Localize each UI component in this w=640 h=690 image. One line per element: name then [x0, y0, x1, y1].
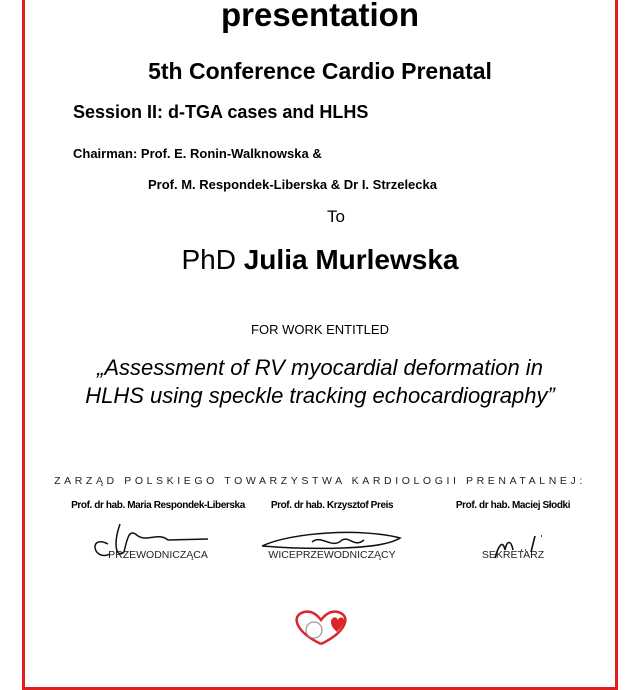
signature-icon — [413, 514, 613, 559]
chairman-line-1: Chairman: Prof. E. Ronin-Walknowska & — [73, 146, 322, 161]
work-title-line-1: „Assessment of RV myocardial deformation in — [97, 355, 543, 380]
society-logo-icon — [286, 608, 356, 648]
signatory-secretary — [413, 500, 613, 561]
recipient-name: Julia Murlewska — [243, 244, 459, 275]
signatory-chair — [58, 500, 258, 561]
signatory-vice-chair — [232, 500, 432, 561]
signature-icon — [58, 514, 258, 559]
recipient — [0, 244, 640, 276]
certificate-title: presentation — [220, 0, 420, 33]
to-label: To — [327, 207, 345, 226]
conference-name: 5th Conference Cardio Prenatal — [148, 58, 492, 84]
signatory-name: Prof. dr hab. Krzysztof Preis — [270, 500, 394, 511]
session-title: Session II: d-TGA cases and HLHS — [73, 102, 369, 122]
recipient-prefix: PhD — [181, 244, 236, 275]
for-work-label: FOR WORK ENTITLED — [251, 322, 389, 337]
signature-icon — [232, 514, 432, 559]
signatory-role: SEKRETARZ — [481, 549, 545, 561]
chairman-line-2: Prof. M. Respondek-Liberska & Dr I. Strzelecka — [148, 177, 437, 192]
signatory-name: Prof. dr hab. Maria Respondek-Liberska — [71, 500, 245, 511]
signatory-role: WICEPRZEWODNICZĄCY — [268, 549, 396, 561]
signatory-name: Prof. dr hab. Maciej Słodki — [455, 500, 571, 511]
board-heading: ZARZĄD POLSKIEGO TOWARZYSTWA KARDIOLOGII PRENATALNEJ: — [54, 475, 586, 487]
signatory-role: PRZEWODNICZĄCA — [108, 549, 208, 561]
work-title-line-2: HLHS using speckle tracking echocardiography” — [85, 383, 555, 408]
